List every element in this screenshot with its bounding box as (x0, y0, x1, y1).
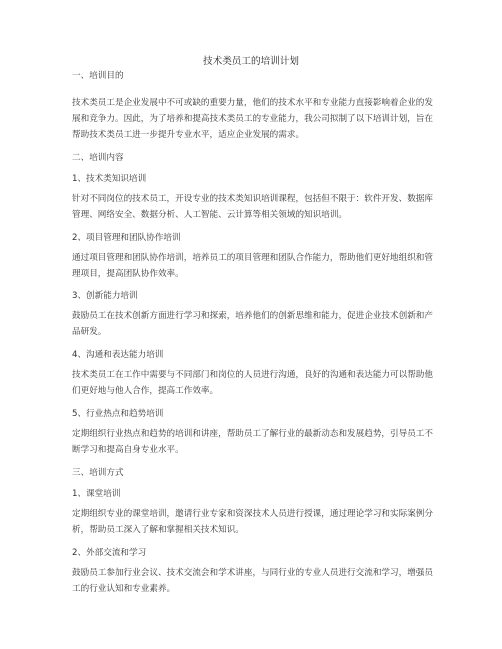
paragraph-technical-knowledge: 针对不同岗位的技术员工，开设专业的技术类知识培训课程，包括但不限于：软件开发、数据库管理、网络安全、数据分析、人工智能、云计算等相关领域的知识培训。 (72, 194, 433, 220)
subheading-classroom-training: 1、课堂培训 (72, 489, 121, 499)
subheading-external-exchange: 2、外部交流和学习 (72, 548, 147, 558)
subheading-technical-knowledge: 1、技术类知识培训 (72, 174, 147, 184)
paragraph-industry-trends: 定期组织行业热点和趋势的培训和讲座，帮助员工了解行业的最新动态和发展趋势，引导员工不断学习和提高自身专业水平。 (72, 429, 433, 455)
subheading-project-management: 2、项目管理和团队协作培训 (72, 233, 181, 243)
paragraph-communication: 技术类员工在工作中需要与不同部门和岗位的人员进行沟通，良好的沟通和表达能力可以帮助他们更好地与他人合作，提高工作效率。 (72, 370, 433, 396)
document-title: 技术类员工的培训计划 (203, 56, 299, 67)
paragraph-project-management: 通过项目管理和团队协作培训，培养员工的项目管理和团队合作能力，帮助他们更好地组织和管理项目，提高团队协作效率。 (72, 253, 433, 279)
paragraph-training-purpose: 技术类员工是企业发展中不可或缺的重要力量，他们的技术水平和专业能力直接影响着企业的发展和竞争力。因此，为了培养和提高技术类员工的专业能力，我公司拟制了以下培训计划，旨在帮助技术类员工进一步提升专业水平，适应企业发展的需求。 (72, 98, 433, 140)
paragraph-innovation: 鼓励员工在技术创新方面进行学习和探索，培养他们的创新思维和能力，促进企业技术创新和产品研发。 (72, 311, 433, 337)
subheading-innovation: 3、创新能力培训 (72, 291, 138, 301)
subheading-industry-trends: 5、行业热点和趋势培训 (72, 409, 164, 419)
paragraph-external-exchange: 鼓励员工参加行业会议、技术交流会和学术讲座，与同行业的专业人员进行交流和学习，增强员工的行业认知和专业素养。 (72, 568, 433, 594)
paragraph-classroom-training: 定期组织专业的课堂培训，邀请行业专家和资深技术人员进行授课，通过理论学习和实际案例分析，帮助员工深入了解和掌握相关技术知识。 (72, 509, 433, 535)
subheading-communication: 4、沟通和表达能力培训 (72, 350, 164, 360)
section-heading-training-methods: 三、培训方式 (72, 468, 124, 478)
section-heading-training-purpose: 一、培训目的 (72, 71, 124, 81)
section-heading-training-content: 二、培训内容 (72, 153, 124, 163)
